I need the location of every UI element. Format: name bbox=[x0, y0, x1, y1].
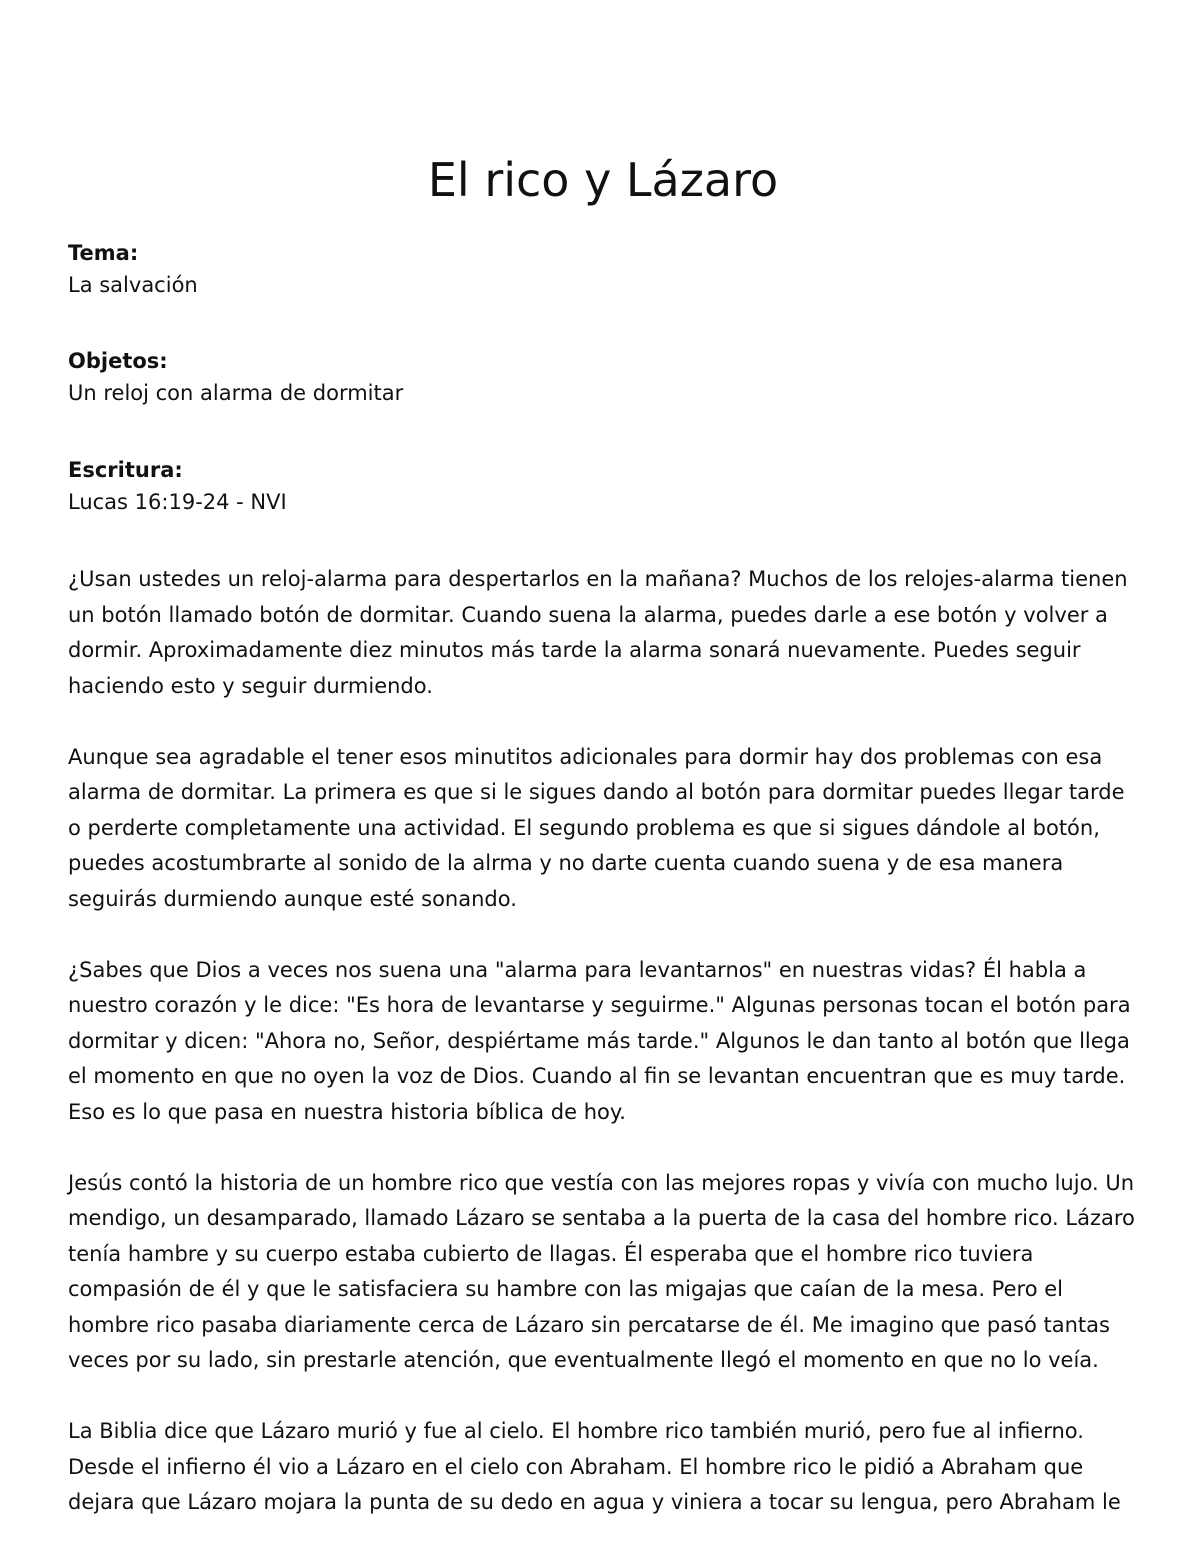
field-tema-label: Tema: bbox=[68, 241, 139, 265]
paragraph: La Biblia dice que Lázaro murió y fue al cielo. El hombre rico también murió, pero fue al infierno. Desde el infierno él vio a Lázaro en el cielo con Abraham. El hombre rico le pidió a Abraham que dejara que Lázaro mojara la punta de su dedo en agua y viniera a tocar su lengua, pero Abraham le bbox=[68, 1419, 1121, 1514]
field-objetos-label: Objetos: bbox=[68, 349, 168, 373]
body-text bbox=[68, 562, 1138, 1556]
field-tema bbox=[68, 237, 1138, 301]
field-tema-value: La salvación bbox=[68, 273, 198, 297]
paragraph: ¿Sabes que Dios a veces nos suena una "alarma para levantarnos" en nuestras vidas? Él habla a nuestro corazón y le dice: "Es hora de levantarse y seguirme." Algunas personas tocan el botón para dormitar y dicen: "Ahora no, Señor, despiértame más tarde." Algunos le dan tanto al botón que llega el momento en que no oyen la voz de Dios. Cuando al fin se levantan encuentran que es muy tarde. Eso es lo que pasa en nuestra historia bíblica de hoy. bbox=[68, 957, 1131, 1124]
paragraph: ¿Usan ustedes un reloj-alarma para despertarlos en la mañana? Muchos de los relojes-alarma tienen un botón llamado botón de dormitar. Cuando suena la alarma, puedes darle a ese botón y volver a dormir. Aproximadamente diez minutos más tarde la alarma sonará nuevamente. Puedes seguir haciendo esto y seguir durmiendo. bbox=[68, 567, 1128, 698]
page-title: El rico y Lázaro bbox=[427, 153, 779, 207]
field-objetos-value: Un reloj con alarma de dormitar bbox=[68, 381, 404, 405]
field-escritura-value: Lucas 16:19-24 - NVI bbox=[68, 490, 287, 514]
field-objetos bbox=[68, 345, 1138, 409]
paragraph: Aunque sea agradable el tener esos minutitos adicionales para dormir hay dos problemas con esa alarma de dormitar. La primera es que si le sigues dando al botón para dormitar puedes llegar tarde o perderte completamente una actividad. El segundo problema es que si sigues dándole al botón, puedes acostumbrarte al sonido de la alrma y no darte cuenta cuando suena y de esa manera seguirás durmiendo aunque esté sonando. bbox=[68, 744, 1125, 911]
field-escritura-label: Escritura: bbox=[68, 458, 183, 482]
paragraph: Jesús contó la historia de un hombre rico que vestía con las mejores ropas y vivía con mucho lujo. Un mendigo, un desamparado, llamado Lázaro se sentaba a la puerta de la casa del hombre rico. Lázaro tenía hambre y su cuerpo estaba cubierto de llagas. Él esperaba que el hombre rico tuviera compasión de él y que le satisfaciera su hambre con las migajas que caían de la mesa. Pero el hombre rico pasaba diariamente cerca de Lázaro sin percatarse de él. Me imagino que pasó tantas veces por su lado, sin prestarle atención, que eventualmente llegó el momento en que no lo veía. bbox=[68, 1170, 1135, 1372]
field-escritura bbox=[68, 454, 1138, 518]
